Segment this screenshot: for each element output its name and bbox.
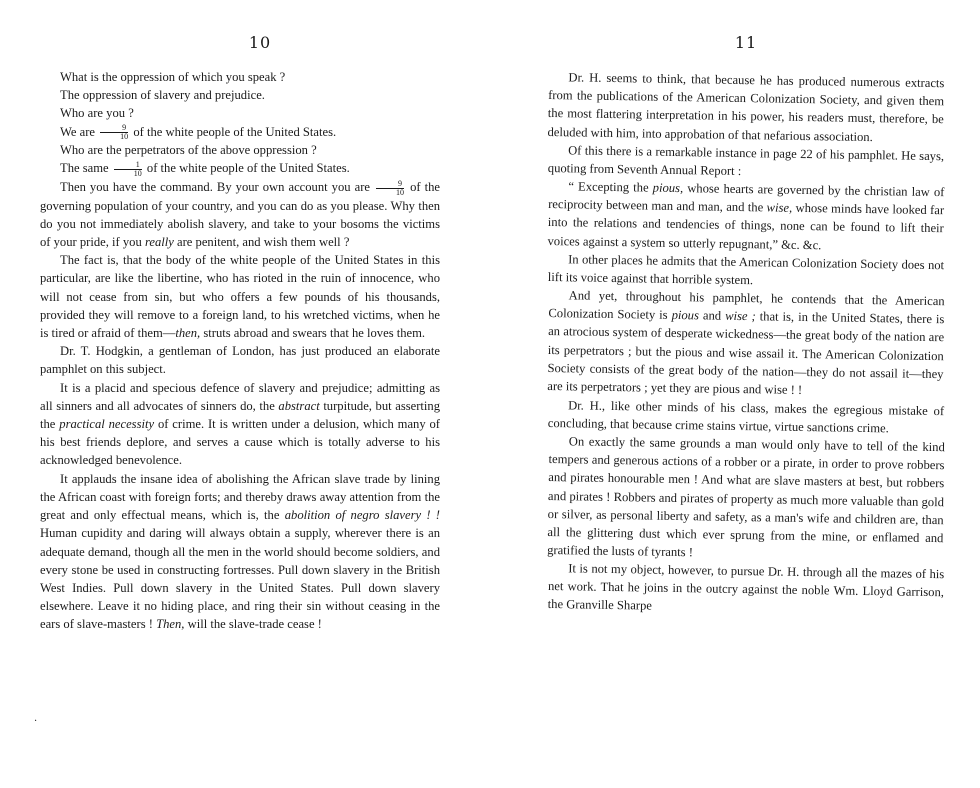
paragraph-placid: It is a placid and specious defence of slavery and prejudice; admitting as all sinners and all advocates of sinners do, the abstract turpitude, but asserting the practical necessity of crime. It is written under a delusion, which many of his best friends deplore, and serves a cause which is totally adverse to his acknowledged benevolence.: [40, 380, 440, 468]
paragraph-object: It is not my object, however, to pursue Dr. H. through all the mazes of his net work. That he joins in the outcry against the noble Wm. Lloyd Garrison, the Granville Sharpe: [547, 561, 945, 614]
paragraph-minds: Dr. H., like other minds of his class, makes the egregious mistake of concluding, that because crime stains virtue, virtue sanctions crime.: [547, 397, 945, 436]
stray-mark: .: [34, 713, 38, 724]
paragraph-instance: Of this there is a remarkable instance in page 22 of his pamphlet. He says, quoting from Seventh Annual Report :: [547, 143, 945, 179]
dialogue-line: The oppression of slavery and prejudice.: [60, 88, 265, 103]
fraction-nine-tenths: $\frac{9}{10}$: [100, 124, 128, 141]
right-page-text: [548, 68, 944, 614]
right-page: [490, 0, 980, 788]
dialogue-line: What is the oppression of which you speak ?: [60, 70, 286, 84]
page-number-left: 10: [248, 33, 272, 52]
paragraph-same-grounds: On exactly the same grounds a man would only have to tell of the kind tempers and generous actions of a robber or a pirate, in order to prove robbers and pirates honourable men ! And what are slave masters at best, but robbers and pirates ! Robbers and pirates of property as much more valuable than gold or silver, as personal liberty and safety, as a man's wife and children are, than all the glittering dust which ever sprung from the mine, or enflamed and gratified the lusts of tyrants !: [547, 434, 945, 560]
paragraph-other-places: In other places he admits that the American Colonization Society does not lift its voice against that horrible system.: [547, 252, 945, 288]
fraction-nine-tenths-command: $\frac{9}{10}$: [376, 180, 404, 197]
paragraph-quote: “ Excepting the pious, whose hearts are governed by the christian law of reciprocity between man and man, and the wise, whose minds have looked far into the relations and tendencies of things, none can be found to lift their voices against a system so utterly repugnant,” &c. &c.: [547, 179, 945, 253]
paragraph-applauds: It applauds the insane idea of abolishing the African slave trade by lining the African coast with foreign forts; and thereby draws away attention from the great and only effectual means, which is, the abolition of negro slavery ! ! Human cupidity and daring will always obtain a supply, wherever there is an adequate demand, though all the men in the world should become soldiers, and every stone be used in constructing fortresses. Pull down slavery in the British West Indies. Pull down slavery in the United States. Pull down slavery elsewhere. Leave it no hiding place, and ring their sin without ceasing in the ears of slave-masters ! Then, will the slave-trade cease !: [40, 471, 440, 632]
paragraph-command: Then you have the command. By your own account you are $\frac{9}{10}$ of the governing population of your country, and you can do as you please. Why then do you not immediately abolish slavery, and take to your bosoms the victims of your pride, if you really are penitent, and wish them well ?: [40, 178, 440, 250]
page-number-right: 11: [734, 33, 758, 52]
dialogue-line: Who are you ?: [60, 106, 134, 121]
dialogue-line: We are $\frac{9}{10}$ of the white people of the United States.: [60, 123, 337, 142]
paragraph-hodgkin: Dr. T. Hodgkin, a gentleman of London, has just produced an elaborate pamphlet on this subject.: [40, 344, 440, 377]
dialogue-line: The same $\frac{1}{10}$ of the white people of the United States.: [60, 160, 350, 179]
paragraph-seems: Dr. H. seems to think, that because he has produced numerous extracts from the publications of the American Colonization Society, and given them the most flattering interpretation in his power, his readers must, therefore, be deluded with him, into approbation of that nefarious association.: [547, 70, 945, 144]
paragraph-libertine: The fact is, that the body of the white people of the United States in this particular, are like the libertine, who has rioted in the ruin of innocence, who will not cease from sin, but who offers a few pounds of his thousands, provided they will remove to a foreign land, to his wretched victims, when he is tired or afraid of them—then, struts abroad and swears that he loves them.: [40, 253, 440, 341]
left-page-text: [40, 68, 440, 634]
paragraph-and-yet: And yet, throughout his pamphlet, he contends that the American Colonization Society is pious and wise ; that is, in the United States, there is an atrocious system of desperate wickedness—the great body of the nation are its perpetrators ; but the pious and wise assail it. The American Colonization Society consists of the great body of the nation—they do not assail it—they are its perpetrators ; yet they are pious and wise ! !: [547, 288, 945, 398]
fraction-one-tenth: $\frac{1}{10}$: [114, 161, 142, 178]
dialogue-line: Who are the perpetrators of the above oppression ?: [60, 143, 317, 158]
